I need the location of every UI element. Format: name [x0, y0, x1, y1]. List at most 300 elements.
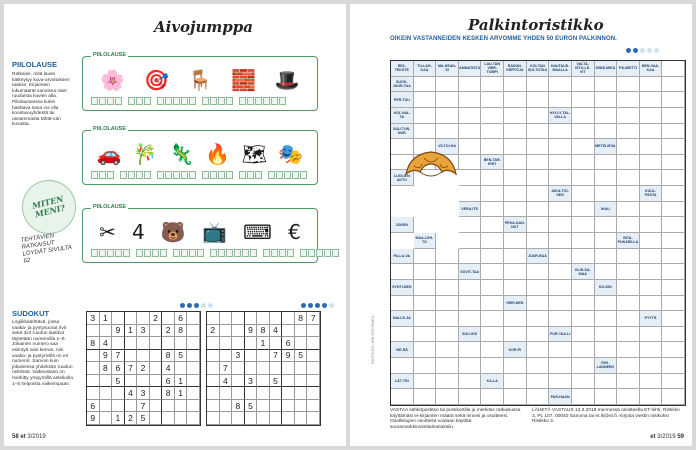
sudoku-empty-cell[interactable]: [270, 337, 283, 350]
answer-cell[interactable]: [189, 171, 196, 179]
sudoku-empty-cell[interactable]: [207, 350, 220, 363]
answer-cell[interactable]: [99, 171, 106, 179]
sudoku-grid-right[interactable]: [206, 311, 321, 426]
answer-cell[interactable]: [300, 171, 307, 179]
sudoku-empty-cell[interactable]: [232, 375, 245, 388]
sudoku-empty-cell[interactable]: [270, 312, 283, 325]
crossword-answer-cell[interactable]: [481, 124, 504, 140]
crossword-answer-cell[interactable]: [617, 92, 640, 108]
sudoku-empty-cell[interactable]: [100, 325, 113, 338]
crossword-answer-cell[interactable]: [391, 296, 414, 312]
sudoku-empty-cell[interactable]: [112, 312, 125, 325]
crossword-answer-cell[interactable]: [595, 92, 618, 108]
sudoku-empty-cell[interactable]: [175, 362, 188, 375]
answer-cell[interactable]: [255, 97, 262, 105]
crossword-answer-cell[interactable]: [481, 108, 504, 124]
crossword-answer-cell[interactable]: [572, 202, 595, 218]
sudoku-empty-cell[interactable]: [150, 387, 163, 400]
crossword-answer-cell[interactable]: [481, 92, 504, 108]
crossword-answer-cell[interactable]: [391, 389, 414, 405]
sudoku-empty-cell[interactable]: [295, 337, 308, 350]
crossword-answer-cell[interactable]: [459, 108, 482, 124]
sudoku-empty-cell[interactable]: [162, 400, 175, 413]
crossword-answer-cell[interactable]: [504, 124, 527, 140]
crossword-answer-cell[interactable]: [572, 155, 595, 171]
crossword-answer-cell[interactable]: [459, 358, 482, 374]
crossword-answer-cell[interactable]: [640, 389, 663, 405]
sudoku-empty-cell[interactable]: [187, 312, 200, 325]
sudoku-empty-cell[interactable]: [295, 400, 308, 413]
crossword-answer-cell[interactable]: [481, 296, 504, 312]
sudoku-empty-cell[interactable]: [282, 387, 295, 400]
crossword-answer-cell[interactable]: [617, 77, 640, 93]
crossword-answer-cell[interactable]: [504, 202, 527, 218]
crossword-answer-cell[interactable]: [617, 358, 640, 374]
sudoku-empty-cell[interactable]: [220, 337, 233, 350]
crossword-answer-cell[interactable]: [572, 217, 595, 233]
sudoku-empty-cell[interactable]: [245, 387, 258, 400]
answer-cell[interactable]: [107, 249, 114, 257]
answer-cell[interactable]: [255, 171, 262, 179]
sudoku-empty-cell[interactable]: [207, 375, 220, 388]
sudoku-empty-cell[interactable]: [282, 362, 295, 375]
crossword-answer-cell[interactable]: [662, 374, 685, 390]
sudoku-empty-cell[interactable]: [175, 412, 188, 425]
sudoku-empty-cell[interactable]: [232, 387, 245, 400]
answer-cell[interactable]: [268, 171, 275, 179]
sudoku-empty-cell[interactable]: [307, 362, 320, 375]
answer-cell[interactable]: [173, 249, 180, 257]
answer-cell[interactable]: [115, 249, 122, 257]
crossword-answer-cell[interactable]: [527, 358, 550, 374]
sudoku-empty-cell[interactable]: [257, 350, 270, 363]
answer-cell[interactable]: [128, 171, 135, 179]
crossword-answer-cell[interactable]: [459, 139, 482, 155]
sudoku-empty-cell[interactable]: [112, 387, 125, 400]
crossword-answer-cell[interactable]: [572, 342, 595, 358]
crossword-answer-cell[interactable]: [481, 280, 504, 296]
answer-cell[interactable]: [279, 249, 286, 257]
crossword-answer-cell[interactable]: [595, 77, 618, 93]
crossword-answer-cell[interactable]: [617, 296, 640, 312]
crossword-answer-cell[interactable]: [662, 358, 685, 374]
sudoku-empty-cell[interactable]: [175, 337, 188, 350]
answer-cell[interactable]: [91, 97, 98, 105]
answer-cell[interactable]: [99, 97, 106, 105]
crossword-answer-cell[interactable]: [595, 108, 618, 124]
crossword-answer-cell[interactable]: [459, 374, 482, 390]
crossword-answer-cell[interactable]: [527, 170, 550, 186]
crossword-answer-cell[interactable]: [504, 311, 527, 327]
sudoku-empty-cell[interactable]: [257, 375, 270, 388]
sudoku-empty-cell[interactable]: [187, 325, 200, 338]
crossword-answer-cell[interactable]: [549, 311, 572, 327]
crossword-answer-cell[interactable]: [414, 264, 437, 280]
answer-cell[interactable]: [210, 97, 217, 105]
crossword-answer-cell[interactable]: [595, 327, 618, 343]
answer-cell[interactable]: [218, 97, 225, 105]
answer-cell[interactable]: [165, 171, 172, 179]
sudoku-empty-cell[interactable]: [137, 337, 150, 350]
crossword-answer-cell[interactable]: [640, 139, 663, 155]
answer-cell[interactable]: [226, 171, 233, 179]
sudoku-empty-cell[interactable]: [220, 400, 233, 413]
answer-cell[interactable]: [181, 249, 188, 257]
answer-cell[interactable]: [271, 97, 278, 105]
crossword-answer-cell[interactable]: [662, 249, 685, 265]
crossword-answer-cell[interactable]: [414, 358, 437, 374]
answer-cell[interactable]: [239, 97, 246, 105]
answer-cell[interactable]: [189, 249, 196, 257]
answer-cell[interactable]: [144, 249, 151, 257]
answer-cell[interactable]: [165, 97, 172, 105]
answer-cell[interactable]: [107, 171, 114, 179]
crossword-answer-cell[interactable]: [527, 280, 550, 296]
crossword-answer-cell[interactable]: [391, 264, 414, 280]
answer-cell[interactable]: [189, 97, 196, 105]
crossword-answer-cell[interactable]: [414, 280, 437, 296]
crossword-answer-cell[interactable]: [414, 296, 437, 312]
answer-cell[interactable]: [242, 249, 249, 257]
answer-cell[interactable]: [202, 171, 209, 179]
answer-cell[interactable]: [276, 171, 283, 179]
crossword-answer-cell[interactable]: [549, 217, 572, 233]
crossword-answer-cell[interactable]: [617, 311, 640, 327]
crossword-answer-cell[interactable]: [549, 233, 572, 249]
answer-cell[interactable]: [250, 249, 257, 257]
crossword-answer-cell[interactable]: [436, 108, 459, 124]
answer-cell[interactable]: [181, 171, 188, 179]
sudoku-empty-cell[interactable]: [187, 337, 200, 350]
crossword-answer-cell[interactable]: [459, 217, 482, 233]
crossword-answer-cell[interactable]: [640, 342, 663, 358]
crossword-answer-cell[interactable]: [504, 155, 527, 171]
crossword-answer-cell[interactable]: [662, 296, 685, 312]
sudoku-empty-cell[interactable]: [187, 362, 200, 375]
crossword-answer-cell[interactable]: [504, 139, 527, 155]
sudoku-empty-cell[interactable]: [257, 400, 270, 413]
crossword-answer-cell[interactable]: [414, 77, 437, 93]
sudoku-empty-cell[interactable]: [87, 325, 100, 338]
crossword-answer-cell[interactable]: [640, 170, 663, 186]
sudoku-empty-cell[interactable]: [295, 362, 308, 375]
crossword-answer-cell[interactable]: [595, 186, 618, 202]
crossword-answer-cell[interactable]: [504, 92, 527, 108]
crossword-answer-cell[interactable]: [572, 280, 595, 296]
crossword-answer-cell[interactable]: [572, 358, 595, 374]
crossword-answer-cell[interactable]: [595, 217, 618, 233]
crossword-answer-cell[interactable]: [459, 342, 482, 358]
sudoku-empty-cell[interactable]: [282, 312, 295, 325]
sudoku-empty-cell[interactable]: [162, 312, 175, 325]
sudoku-empty-cell[interactable]: [282, 412, 295, 425]
sudoku-empty-cell[interactable]: [125, 400, 138, 413]
sudoku-empty-cell[interactable]: [232, 412, 245, 425]
crossword-answer-cell[interactable]: [504, 170, 527, 186]
answer-cell[interactable]: [210, 249, 217, 257]
crossword-answer-cell[interactable]: [617, 280, 640, 296]
answer-cell[interactable]: [247, 171, 254, 179]
crossword-answer-cell[interactable]: [391, 327, 414, 343]
crossword-answer-cell[interactable]: [662, 186, 685, 202]
sudoku-grid-left[interactable]: [86, 311, 201, 426]
sudoku-empty-cell[interactable]: [282, 325, 295, 338]
crossword-answer-cell[interactable]: [572, 139, 595, 155]
sudoku-empty-cell[interactable]: [270, 400, 283, 413]
crossword-answer-cell[interactable]: [662, 264, 685, 280]
crossword-answer-cell[interactable]: [572, 374, 595, 390]
crossword-answer-cell[interactable]: [436, 389, 459, 405]
crossword-answer-cell[interactable]: [527, 327, 550, 343]
crossword-answer-cell[interactable]: [459, 186, 482, 202]
crossword-answer-cell[interactable]: [504, 108, 527, 124]
crossword-answer-cell[interactable]: [527, 139, 550, 155]
crossword-answer-cell[interactable]: [527, 374, 550, 390]
crossword-answer-cell[interactable]: [549, 92, 572, 108]
sudoku-empty-cell[interactable]: [150, 350, 163, 363]
answer-cell[interactable]: [136, 171, 143, 179]
crossword-answer-cell[interactable]: [640, 217, 663, 233]
answer-cell[interactable]: [173, 171, 180, 179]
answer-cell[interactable]: [202, 97, 209, 105]
answer-cell[interactable]: [91, 249, 98, 257]
crossword-answer-cell[interactable]: [459, 233, 482, 249]
answer-cell[interactable]: [173, 97, 180, 105]
sudoku-empty-cell[interactable]: [137, 350, 150, 363]
crossword-answer-cell[interactable]: [595, 155, 618, 171]
crossword-answer-cell[interactable]: [504, 358, 527, 374]
crossword-answer-cell[interactable]: [640, 108, 663, 124]
sudoku-empty-cell[interactable]: [307, 325, 320, 338]
crossword-answer-cell[interactable]: [504, 327, 527, 343]
crossword-answer-cell[interactable]: [436, 124, 459, 140]
sudoku-empty-cell[interactable]: [207, 387, 220, 400]
crossword-answer-cell[interactable]: [595, 389, 618, 405]
crossword-answer-cell[interactable]: [504, 77, 527, 93]
sudoku-empty-cell[interactable]: [207, 400, 220, 413]
crossword-answer-cell[interactable]: [414, 92, 437, 108]
crossword-answer-cell[interactable]: [436, 327, 459, 343]
crossword-answer-cell[interactable]: [662, 233, 685, 249]
crossword-answer-cell[interactable]: [549, 296, 572, 312]
sudoku-empty-cell[interactable]: [112, 337, 125, 350]
crossword-answer-cell[interactable]: [640, 77, 663, 93]
crossword-answer-cell[interactable]: [504, 186, 527, 202]
crossword-answer-cell[interactable]: [414, 124, 437, 140]
crossword-answer-cell[interactable]: [481, 389, 504, 405]
crossword-answer-cell[interactable]: [617, 186, 640, 202]
sudoku-empty-cell[interactable]: [307, 337, 320, 350]
crossword-answer-cell[interactable]: [414, 249, 437, 265]
crossword-answer-cell[interactable]: [617, 202, 640, 218]
crossword-answer-cell[interactable]: [527, 186, 550, 202]
crossword-answer-cell[interactable]: [640, 280, 663, 296]
sudoku-empty-cell[interactable]: [307, 400, 320, 413]
crossword-grid[interactable]: [390, 60, 686, 406]
crossword-answer-cell[interactable]: [595, 233, 618, 249]
sudoku-empty-cell[interactable]: [100, 412, 113, 425]
answer-cell[interactable]: [308, 249, 315, 257]
sudoku-empty-cell[interactable]: [282, 375, 295, 388]
crossword-answer-cell[interactable]: [595, 342, 618, 358]
crossword-answer-cell[interactable]: [459, 389, 482, 405]
answer-cell[interactable]: [123, 249, 130, 257]
crossword-answer-cell[interactable]: [662, 139, 685, 155]
sudoku-empty-cell[interactable]: [232, 337, 245, 350]
crossword-answer-cell[interactable]: [527, 202, 550, 218]
sudoku-empty-cell[interactable]: [270, 362, 283, 375]
crossword-answer-cell[interactable]: [414, 389, 437, 405]
answer-cell[interactable]: [284, 171, 291, 179]
crossword-answer-cell[interactable]: [662, 389, 685, 405]
crossword-answer-cell[interactable]: [436, 342, 459, 358]
answer-cell[interactable]: [316, 249, 323, 257]
answer-cell[interactable]: [218, 171, 225, 179]
answer-cell[interactable]: [263, 97, 270, 105]
crossword-answer-cell[interactable]: [572, 389, 595, 405]
answer-cell[interactable]: [136, 97, 143, 105]
crossword-answer-cell[interactable]: [662, 108, 685, 124]
crossword-answer-cell[interactable]: [572, 311, 595, 327]
crossword-answer-cell[interactable]: [504, 389, 527, 405]
sudoku-empty-cell[interactable]: [125, 350, 138, 363]
crossword-answer-cell[interactable]: [436, 374, 459, 390]
crossword-answer-cell[interactable]: [481, 217, 504, 233]
sudoku-empty-cell[interactable]: [232, 325, 245, 338]
crossword-answer-cell[interactable]: [572, 233, 595, 249]
sudoku-empty-cell[interactable]: [187, 400, 200, 413]
sudoku-empty-cell[interactable]: [282, 400, 295, 413]
answer-cell[interactable]: [210, 171, 217, 179]
sudoku-empty-cell[interactable]: [220, 350, 233, 363]
crossword-answer-cell[interactable]: [527, 342, 550, 358]
answer-cell[interactable]: [91, 171, 98, 179]
crossword-answer-cell[interactable]: [459, 124, 482, 140]
crossword-answer-cell[interactable]: [640, 296, 663, 312]
crossword-answer-cell[interactable]: [572, 77, 595, 93]
crossword-answer-cell[interactable]: [527, 77, 550, 93]
sudoku-empty-cell[interactable]: [220, 312, 233, 325]
crossword-answer-cell[interactable]: [549, 280, 572, 296]
crossword-answer-cell[interactable]: [662, 280, 685, 296]
sudoku-empty-cell[interactable]: [162, 337, 175, 350]
sudoku-empty-cell[interactable]: [150, 337, 163, 350]
crossword-answer-cell[interactable]: [459, 155, 482, 171]
crossword-answer-cell[interactable]: [549, 139, 572, 155]
crossword-answer-cell[interactable]: [662, 342, 685, 358]
crossword-answer-cell[interactable]: [572, 327, 595, 343]
sudoku-empty-cell[interactable]: [270, 387, 283, 400]
answer-cell[interactable]: [279, 97, 286, 105]
answer-cell[interactable]: [115, 97, 122, 105]
crossword-answer-cell[interactable]: [527, 389, 550, 405]
crossword-answer-cell[interactable]: [459, 280, 482, 296]
crossword-answer-cell[interactable]: [640, 155, 663, 171]
answer-cell[interactable]: [324, 249, 331, 257]
crossword-answer-cell[interactable]: [662, 202, 685, 218]
crossword-answer-cell[interactable]: [481, 311, 504, 327]
crossword-answer-cell[interactable]: [617, 327, 640, 343]
crossword-answer-cell[interactable]: [481, 186, 504, 202]
answer-cell[interactable]: [332, 249, 339, 257]
crossword-answer-cell[interactable]: [481, 264, 504, 280]
sudoku-empty-cell[interactable]: [125, 337, 138, 350]
crossword-answer-cell[interactable]: [527, 311, 550, 327]
crossword-answer-cell[interactable]: [481, 139, 504, 155]
crossword-answer-cell[interactable]: [459, 170, 482, 186]
crossword-answer-cell[interactable]: [414, 327, 437, 343]
crossword-answer-cell[interactable]: [640, 264, 663, 280]
answer-cell[interactable]: [128, 97, 135, 105]
crossword-answer-cell[interactable]: [481, 170, 504, 186]
answer-cell[interactable]: [234, 249, 241, 257]
crossword-answer-cell[interactable]: [436, 358, 459, 374]
crossword-answer-cell[interactable]: [436, 280, 459, 296]
answer-cell[interactable]: [300, 249, 307, 257]
crossword-answer-cell[interactable]: [617, 374, 640, 390]
answer-cell[interactable]: [144, 171, 151, 179]
crossword-answer-cell[interactable]: [662, 124, 685, 140]
sudoku-empty-cell[interactable]: [295, 325, 308, 338]
sudoku-empty-cell[interactable]: [125, 312, 138, 325]
crossword-answer-cell[interactable]: [617, 389, 640, 405]
crossword-answer-cell[interactable]: [617, 264, 640, 280]
sudoku-empty-cell[interactable]: [257, 387, 270, 400]
sudoku-empty-cell[interactable]: [207, 312, 220, 325]
sudoku-empty-cell[interactable]: [245, 412, 258, 425]
sudoku-empty-cell[interactable]: [307, 375, 320, 388]
crossword-answer-cell[interactable]: [617, 249, 640, 265]
answer-cell[interactable]: [157, 171, 164, 179]
sudoku-empty-cell[interactable]: [220, 325, 233, 338]
crossword-answer-cell[interactable]: [640, 202, 663, 218]
crossword-answer-cell[interactable]: [414, 342, 437, 358]
crossword-answer-cell[interactable]: [481, 77, 504, 93]
crossword-answer-cell[interactable]: [459, 311, 482, 327]
sudoku-empty-cell[interactable]: [295, 387, 308, 400]
sudoku-empty-cell[interactable]: [175, 400, 188, 413]
sudoku-empty-cell[interactable]: [100, 375, 113, 388]
crossword-answer-cell[interactable]: [504, 280, 527, 296]
sudoku-empty-cell[interactable]: [87, 387, 100, 400]
crossword-answer-cell[interactable]: [414, 311, 437, 327]
sudoku-empty-cell[interactable]: [150, 400, 163, 413]
sudoku-empty-cell[interactable]: [87, 375, 100, 388]
crossword-answer-cell[interactable]: [640, 358, 663, 374]
crossword-answer-cell[interactable]: [549, 342, 572, 358]
sudoku-empty-cell[interactable]: [187, 412, 200, 425]
crossword-answer-cell[interactable]: [549, 264, 572, 280]
crossword-answer-cell[interactable]: [595, 311, 618, 327]
sudoku-empty-cell[interactable]: [150, 362, 163, 375]
crossword-answer-cell[interactable]: [617, 139, 640, 155]
crossword-answer-cell[interactable]: [549, 124, 572, 140]
crossword-answer-cell[interactable]: [640, 249, 663, 265]
crossword-answer-cell[interactable]: [481, 342, 504, 358]
answer-cell[interactable]: [120, 171, 127, 179]
crossword-answer-cell[interactable]: [617, 124, 640, 140]
crossword-answer-cell[interactable]: [662, 170, 685, 186]
sudoku-empty-cell[interactable]: [245, 350, 258, 363]
crossword-answer-cell[interactable]: [504, 249, 527, 265]
crossword-answer-cell[interactable]: [640, 92, 663, 108]
sudoku-empty-cell[interactable]: [257, 362, 270, 375]
crossword-answer-cell[interactable]: [527, 264, 550, 280]
crossword-answer-cell[interactable]: [527, 124, 550, 140]
crossword-answer-cell[interactable]: [572, 124, 595, 140]
sudoku-empty-cell[interactable]: [137, 375, 150, 388]
sudoku-empty-cell[interactable]: [232, 312, 245, 325]
